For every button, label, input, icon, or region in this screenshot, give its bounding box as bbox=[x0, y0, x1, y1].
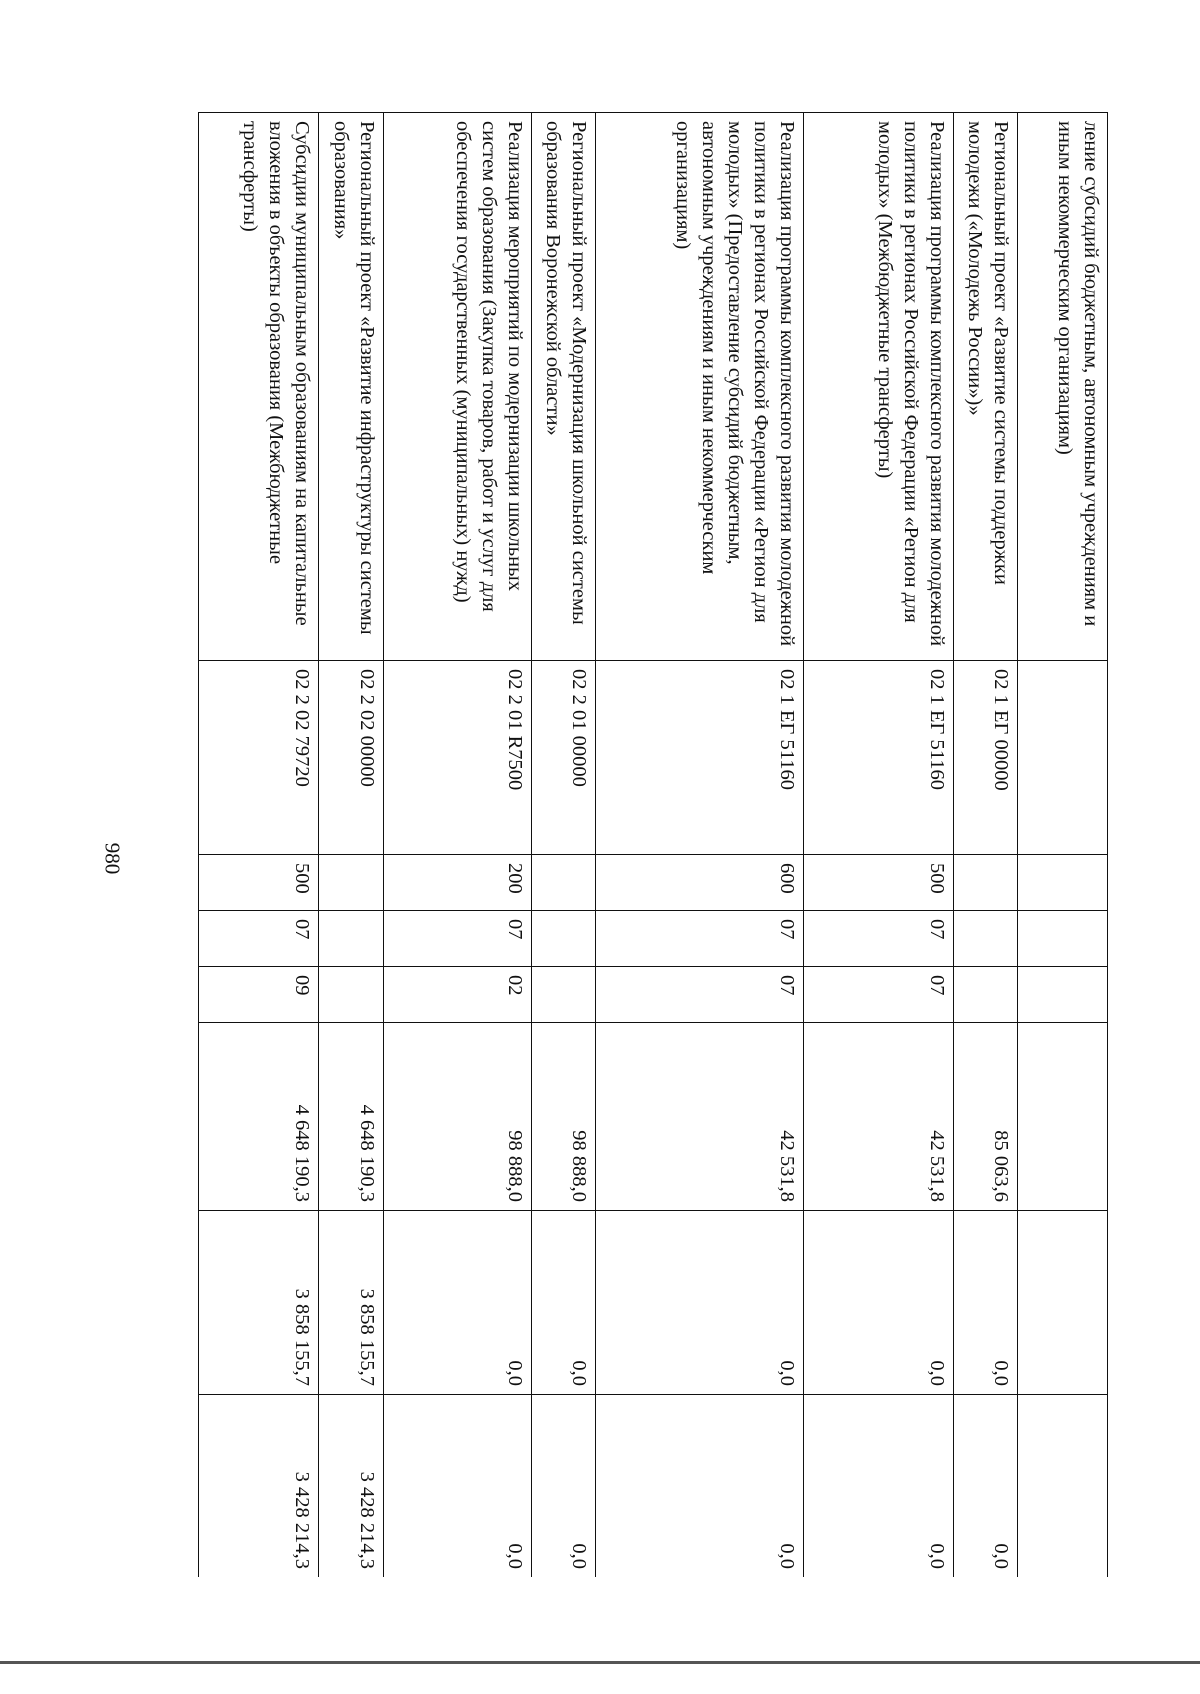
amount-year3-cell: 0,0 bbox=[383, 1395, 531, 1578]
amount-year1-cell: 85 063,6 bbox=[953, 1023, 1018, 1211]
row-name-cell: Реализация программы комплексного развития молодежной политики в регионах Российской Федерации «Регион для молодых» (Предоставление субсидий бюджетным, автономным учреждениям и иным некоммерческим организациям) bbox=[596, 113, 804, 661]
amount-year1-cell: 4 648 190,3 bbox=[319, 1023, 384, 1211]
amount-year2-cell: 0,0 bbox=[531, 1211, 596, 1395]
amount-year1-cell: 42 531,8 bbox=[596, 1023, 804, 1211]
table-row bbox=[803, 113, 953, 1578]
section-cell: 07 bbox=[383, 911, 531, 967]
expense-type-cell: 500 bbox=[803, 855, 953, 911]
subsection-cell bbox=[531, 967, 596, 1023]
amount-year2-cell: 3 858 155,7 bbox=[319, 1211, 384, 1395]
target-code-cell: 02 2 01 R7500 bbox=[383, 661, 531, 855]
target-code-cell: 02 2 02 00000 bbox=[319, 661, 384, 855]
table-row bbox=[319, 113, 384, 1578]
amount-year1-cell bbox=[1018, 1023, 1108, 1211]
rotated-page-content bbox=[198, 112, 1108, 1577]
target-code-cell: 02 1 ЕГ 51160 bbox=[596, 661, 804, 855]
row-name-cell: ление субсидий бюджетным, автономным учреждениям и иным некоммерческим организациям) bbox=[1018, 113, 1108, 661]
table-row bbox=[953, 113, 1018, 1578]
row-name-cell: Реализация мероприятий по модернизации школьных систем образования (Закупка товаров, работ и услуг для обеспечения государственных (муниципальных) нужд) bbox=[383, 113, 531, 661]
expense-type-cell bbox=[953, 855, 1018, 911]
amount-year1-cell: 98 888,0 bbox=[531, 1023, 596, 1211]
target-code-cell bbox=[1018, 661, 1108, 855]
table-row bbox=[383, 113, 531, 1578]
subsection-cell bbox=[1018, 967, 1108, 1023]
page-number: 980 bbox=[100, 842, 125, 875]
amount-year1-cell: 42 531,8 bbox=[803, 1023, 953, 1211]
subsection-cell: 09 bbox=[199, 967, 319, 1023]
expense-type-cell: 200 bbox=[383, 855, 531, 911]
row-name-cell: Региональный проект «Развитие системы поддержки молодежи («Молодежь России»)» bbox=[953, 113, 1018, 661]
table-row bbox=[1018, 113, 1108, 1578]
expense-type-cell bbox=[319, 855, 384, 911]
amount-year3-cell: 0,0 bbox=[953, 1395, 1018, 1578]
expense-type-cell: 600 bbox=[596, 855, 804, 911]
target-code-cell: 02 2 01 00000 bbox=[531, 661, 596, 855]
expense-type-cell bbox=[1018, 855, 1108, 911]
amount-year2-cell: 0,0 bbox=[383, 1211, 531, 1395]
amount-year3-cell: 0,0 bbox=[531, 1395, 596, 1578]
table-row bbox=[199, 113, 319, 1578]
target-code-cell: 02 1 ЕГ 51160 bbox=[803, 661, 953, 855]
amount-year2-cell: 3 858 155,7 bbox=[199, 1211, 319, 1395]
amount-year3-cell: 0,0 bbox=[596, 1395, 804, 1578]
budget-table-container bbox=[198, 112, 1108, 1577]
amount-year1-cell: 98 888,0 bbox=[383, 1023, 531, 1211]
amount-year1-cell: 4 648 190,3 bbox=[199, 1023, 319, 1211]
amount-year3-cell bbox=[1018, 1395, 1108, 1578]
table-row bbox=[596, 113, 804, 1578]
subsection-cell bbox=[953, 967, 1018, 1023]
expense-type-cell bbox=[531, 855, 596, 911]
amount-year2-cell bbox=[1018, 1211, 1108, 1395]
scan-edge-line bbox=[0, 1661, 1200, 1664]
amount-year3-cell: 3 428 214,3 bbox=[199, 1395, 319, 1578]
target-code-cell: 02 2 02 79720 bbox=[199, 661, 319, 855]
section-cell bbox=[953, 911, 1018, 967]
section-cell: 07 bbox=[199, 911, 319, 967]
section-cell bbox=[319, 911, 384, 967]
amount-year2-cell: 0,0 bbox=[596, 1211, 804, 1395]
amount-year3-cell: 0,0 bbox=[803, 1395, 953, 1578]
subsection-cell: 07 bbox=[803, 967, 953, 1023]
section-cell: 07 bbox=[803, 911, 953, 967]
section-cell: 07 bbox=[596, 911, 804, 967]
subsection-cell: 02 bbox=[383, 967, 531, 1023]
section-cell bbox=[1018, 911, 1108, 967]
subsection-cell bbox=[319, 967, 384, 1023]
section-cell bbox=[531, 911, 596, 967]
amount-year2-cell: 0,0 bbox=[953, 1211, 1018, 1395]
amount-year3-cell: 3 428 214,3 bbox=[319, 1395, 384, 1578]
subsection-cell: 07 bbox=[596, 967, 804, 1023]
row-name-cell: Региональный проект «Модернизация школьной системы образования Воронежской области» bbox=[531, 113, 596, 661]
row-name-cell: Региональный проект «Развитие инфраструктуры системы образования» bbox=[319, 113, 384, 661]
expense-type-cell: 500 bbox=[199, 855, 319, 911]
target-code-cell: 02 1 ЕГ 00000 bbox=[953, 661, 1018, 855]
row-name-cell: Реализация программы комплексного развития молодежной политики в регионах Российской Федерации «Регион для молодых» (Межбюджетные трансферты) bbox=[803, 113, 953, 661]
amount-year2-cell: 0,0 bbox=[803, 1211, 953, 1395]
row-name-cell: Субсидии муниципальным образованиям на капитальные вложения в объекты образования (Межбюджетные трансферты) bbox=[199, 113, 319, 661]
budget-table bbox=[198, 112, 1108, 1577]
table-row bbox=[531, 113, 596, 1578]
